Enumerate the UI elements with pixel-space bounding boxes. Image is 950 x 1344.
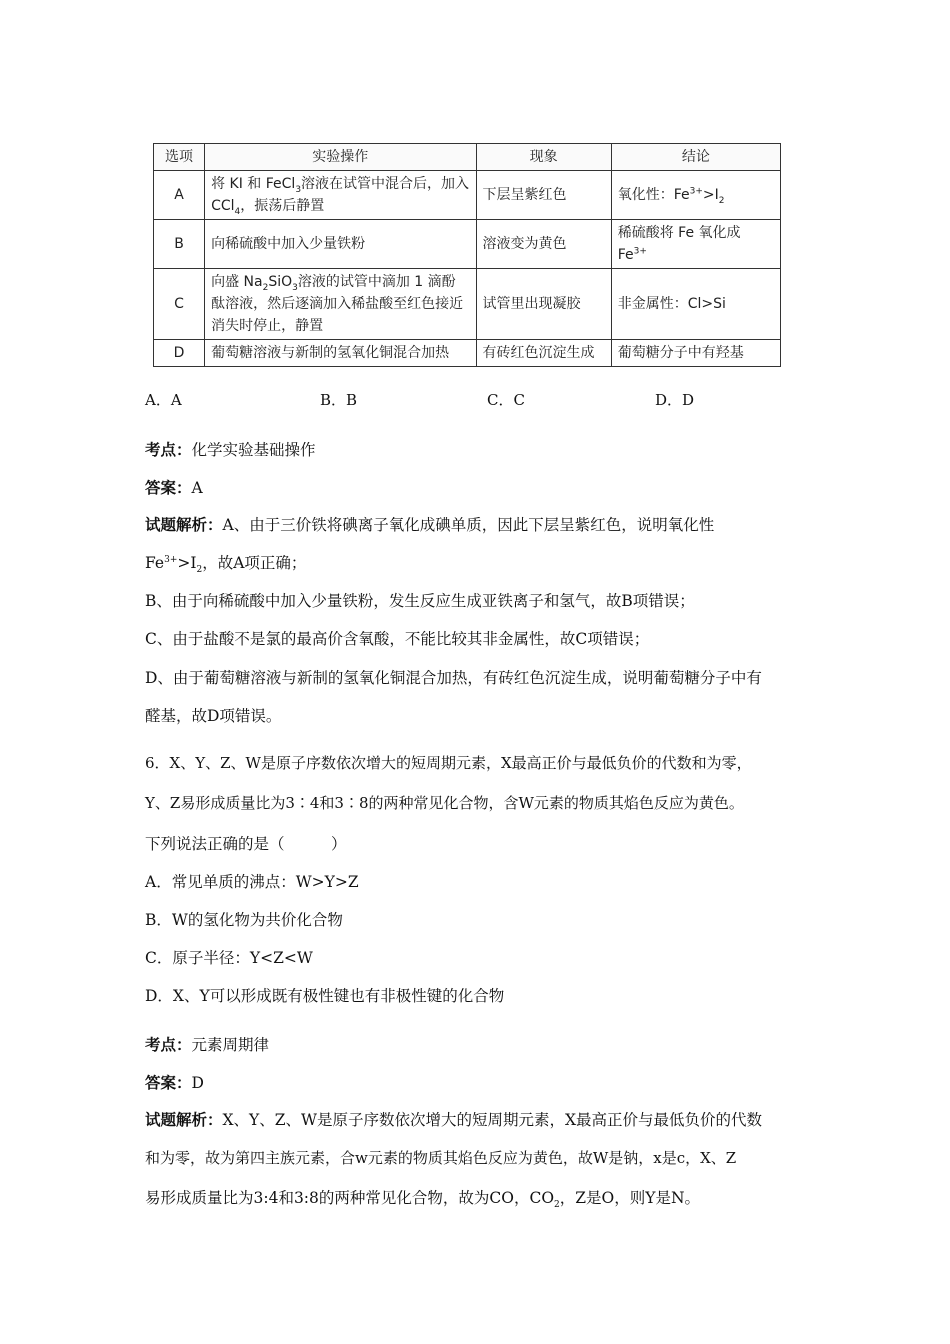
q6-analysis-line: 易形成质量比为3:4和3:8的两种常见化合物，故为CO，$CO_2$，Z是O，则Y是N。 [145,1189,701,1211]
phenomenon-cell: 试管里出现凝胶 [476,269,611,340]
q6-stem-line: Y、Z易形成质量比为3∶4和3∶8的两种常见化合物，含W元素的物质其焰色反应为黄色。 [145,794,744,812]
q5-analysis-line: $Fe^{3+}>I_2$，故A项正确； [145,554,307,576]
q6-analysis-line: 和为零，故为第四主族元素，合w元素的物质其焰色反应为黄色，故W是钠，x是c，X、Z [145,1149,737,1167]
table-row [154,220,781,269]
table-row [154,171,781,220]
option-cell: B [154,220,205,269]
conclusion-cell: 氧化性：$Fe^{3+}>I_2$ [611,171,780,220]
choice-a: A．A [145,391,182,409]
q6-answer: 答案：D [145,1074,204,1092]
choice-c: C．C [487,391,525,409]
q5-topic: 考点：化学实验基础操作 [145,441,316,459]
phenomenon-cell: 有砖红色沉淀生成 [476,340,611,367]
table-row [154,340,781,367]
table-header: 选项 [154,144,205,171]
conclusion-cell: 葡萄糖分子中有羟基 [611,340,780,367]
conclusion-cell: 非金属性：Cl>Si [611,269,780,340]
q5-analysis-line: 醛基，故D项错误。 [145,707,282,725]
operation-cell: 葡萄糖溶液与新制的氢氧化铜混合加热 [205,340,476,367]
option-cell: C [154,269,205,340]
option-cell: D [154,340,205,367]
q6-option: A．常见单质的沸点：W>Y>Z [145,873,359,891]
phenomenon-cell: 溶液变为黄色 [476,220,611,269]
table-header: 实验操作 [205,144,476,171]
q5-analysis-line: B、由于向稀硫酸中加入少量铁粉，发生反应生成亚铁离子和氢气，故B项错误； [145,592,695,610]
operation-cell: 向稀硫酸中加入少量铁粉 [205,220,476,269]
q5-analysis-line: D、由于葡萄糖溶液与新制的氢氧化铜混合加热，有砖红色沉淀生成，说明葡萄糖分子中有 [145,669,762,687]
q6-stem-line: 下列说法正确的是（ ） [145,835,347,853]
q6-option: C．原子半径：Y<Z<W [145,949,313,967]
conclusion-cell: 稀硫酸将 Fe 氧化成 $Fe^{3+}$ [611,220,780,269]
q5-analysis-line: C、由于盐酸不是氯的最高价含氧酸，不能比较其非金属性，故C项错误； [145,630,650,648]
phenomenon-cell: 下层呈紫红色 [476,171,611,220]
table-header: 结论 [611,144,780,171]
q6-analysis-line: 试题解析：X、Y、Z、W是原子序数依次增大的短周期元素，X最高正价与最低负价的代数 [145,1111,763,1129]
table-row [154,269,781,340]
operation-cell: 将 KI 和 FeCl$_3$溶液在试管中混合后，加入 CCl$_4$，振荡后静置 [205,171,476,220]
table-header-row [154,144,781,171]
q6-option: D．X、Y可以形成既有极性键也有非极性键的化合物 [145,987,505,1005]
table-header: 现象 [476,144,611,171]
choice-d: D．D [655,391,695,409]
experiment-table [153,143,781,367]
q6-topic: 考点：元素周期律 [145,1036,270,1054]
option-cell: A [154,171,205,220]
q5-answer: 答案：A [145,479,203,497]
choice-b: B．B [320,391,358,409]
q6-option: B．W的氢化物为共价化合物 [145,911,343,929]
q6-stem-line: 6．X、Y、Z、W是原子序数依次增大的短周期元素，X最高正价与最低负价的代数和为零， [145,754,752,772]
operation-cell: 向盛 $Na_2SiO_3$溶液的试管中滴加 1 滴酚酞溶液，然后逐滴加入稀盐酸至红色接近消失时停止，静置 [205,269,476,340]
q5-analysis-line: 试题解析：A、由于三价铁将碘离子氧化成碘单质，因此下层呈紫红色，说明氧化性 [145,516,715,534]
